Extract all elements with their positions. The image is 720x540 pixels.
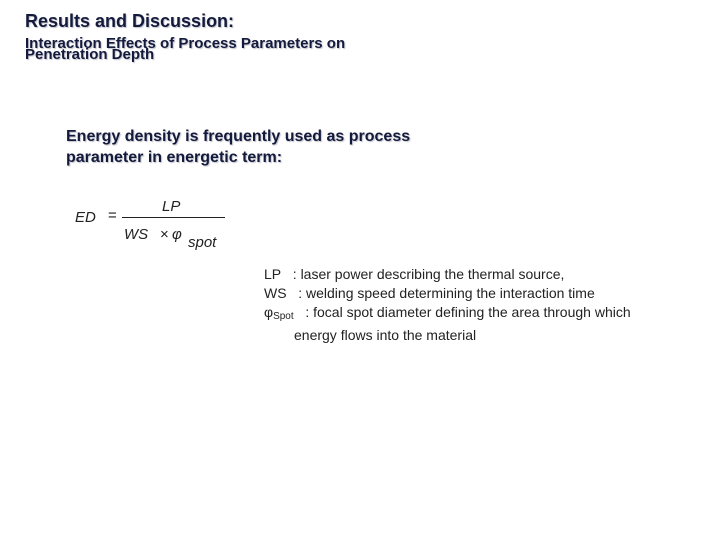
definition-ws bbox=[264, 284, 634, 303]
formula-numerator: LP bbox=[162, 198, 181, 215]
definition-text: : welding speed determining the interaction time bbox=[298, 285, 595, 301]
definition-symbol: φ bbox=[264, 304, 274, 320]
slide-subtitle: Interaction Effects of Process Parameters on Penetration Depth bbox=[25, 35, 346, 63]
slide-title: Results and Discussion: bbox=[25, 11, 235, 31]
fraction-bar bbox=[122, 217, 225, 218]
definition-tail: energy flows into the material bbox=[294, 327, 477, 343]
formula-equals: = bbox=[108, 207, 117, 224]
definitions-list bbox=[264, 265, 634, 345]
formula-spot: spot bbox=[188, 234, 217, 251]
definition-lp bbox=[264, 265, 634, 284]
definition-text: : laser power describing the thermal source, bbox=[292, 266, 565, 282]
energy-density-formula bbox=[70, 194, 250, 264]
intro-text: Energy density is frequently used as process parameter in energetic term: bbox=[66, 128, 411, 166]
definition-text: : focal spot diameter defining the area through which bbox=[305, 304, 631, 320]
formula-phi: φ bbox=[172, 226, 182, 243]
formula-lhs: ED bbox=[75, 209, 96, 226]
definition-phi-spot bbox=[264, 303, 634, 345]
definition-symbol: WS bbox=[264, 285, 287, 301]
formula-times: × bbox=[160, 226, 169, 243]
definition-subscript: Spot bbox=[273, 311, 294, 322]
formula-denominator-ws: WS bbox=[124, 226, 149, 243]
definition-symbol: LP bbox=[264, 266, 282, 282]
